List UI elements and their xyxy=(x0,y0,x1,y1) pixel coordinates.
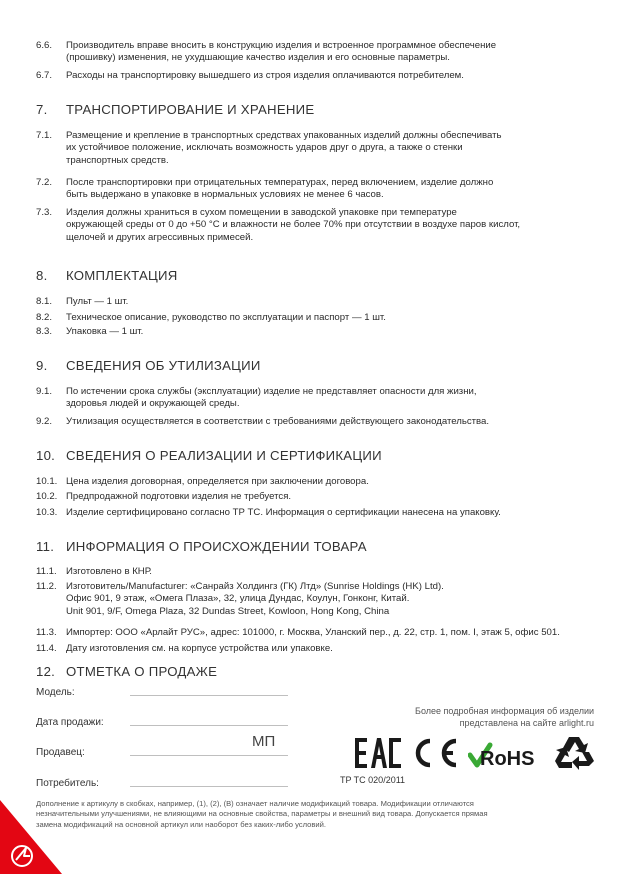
section-heading xyxy=(36,448,382,463)
item-number: 8.2. xyxy=(36,312,53,323)
list-item xyxy=(36,491,580,503)
list-item xyxy=(36,207,580,244)
item-number: 7.1. xyxy=(36,130,53,141)
footer-line: замена модификаций на основной артикул или наоборот без каких-либо условий. xyxy=(36,819,326,829)
item-text: Импортер: ООО «Арлайт РУС», адрес: 101000, г. Москва, Уланский пер., д. 22, стр. 1, пом. I, этаж 5, офис 501. xyxy=(66,627,560,638)
item-number: 6.6. xyxy=(36,40,53,51)
item-text: Расходы на транспортировку вышедшего из строя изделия оплачиваются потребителем. xyxy=(66,70,464,81)
item-text: Утилизация осуществляется в соответствии с требованиями действующего законодательства. xyxy=(66,416,490,427)
item-number: 8.1. xyxy=(36,296,53,307)
item-text: Техническое описание, руководство по эксплуатации и паспорт — 1 шт. xyxy=(66,312,386,323)
item-text: Изготовитель/Manufacturer: «Санрайз Холдингз (ГК) Лтд» (Sunrise Holdings (HK) Ltd). xyxy=(66,581,444,592)
list-item xyxy=(36,566,580,578)
more-info-note xyxy=(415,705,594,729)
list-item xyxy=(36,296,580,308)
item-text: Изготовлено в КНР. xyxy=(66,566,152,577)
item-number: 7.3. xyxy=(36,207,53,218)
item-number: 8.3. xyxy=(36,326,53,337)
info-line: Более подробная информация об изделии xyxy=(415,706,594,716)
section-heading xyxy=(36,539,367,554)
item-text: окружающей среды от 0 до +50 °C и влажности не более 70% при отсутствии в воздухе паров кислот, xyxy=(66,219,521,231)
section-heading xyxy=(36,268,178,283)
item-number: 9.1. xyxy=(36,386,53,397)
item-text: транспортных средств. xyxy=(66,154,169,166)
section-number: 11. xyxy=(36,539,55,554)
footer-line: незначительными улучшениями, не влияющими на основные свойства, параметры и внешний вид товара. Допускается прямая xyxy=(36,809,488,819)
section-number: 8. xyxy=(36,268,48,283)
item-text: здоровья людей и окружающей среды. xyxy=(66,398,240,410)
item-text: Дату изготовления см. на корпусе устройства или упаковке. xyxy=(66,643,333,654)
item-text: Unit 901, 9/F, Omega Plaza, 32 Dundas Street, Kowloon, Hong Kong, China xyxy=(66,605,390,617)
item-number: 6.7. xyxy=(36,70,53,81)
brand-corner xyxy=(0,800,62,879)
list-item xyxy=(36,70,580,82)
item-number: 10.3. xyxy=(36,507,58,518)
seller-field[interactable] xyxy=(130,755,288,756)
section-number: 10. xyxy=(36,448,56,463)
consumer-label: Потребитель: xyxy=(36,778,99,789)
consumer-field[interactable] xyxy=(130,786,288,787)
ce-icon xyxy=(410,737,460,774)
item-text: Цена изделия договорная, определяется при заключении договора. xyxy=(66,476,369,487)
info-line: представлена на сайте arlight.ru xyxy=(459,718,594,728)
item-text: Производитель вправе вносить в конструкцию изделия и встроенное программное обеспечение xyxy=(66,40,497,51)
item-text: Упаковка — 1 шт. xyxy=(66,326,144,337)
item-number: 10.2. xyxy=(36,491,58,502)
section-heading xyxy=(36,664,217,679)
rohs-icon xyxy=(468,741,544,774)
list-item xyxy=(36,476,580,488)
section-heading xyxy=(36,358,261,373)
seller-label: Продавец: xyxy=(36,747,85,758)
section-title: ИНФОРМАЦИЯ О ПРОИСХОЖДЕНИИ ТОВАРА xyxy=(66,539,367,554)
list-item xyxy=(36,312,580,324)
eac-icon xyxy=(355,738,401,773)
item-text: Офис 901, 9 этаж, «Омега Плаза», 32, улица Дундас, Коулун, Гонконг, Китай. xyxy=(66,593,410,605)
section-title: ОТМЕТКА О ПРОДАЖЕ xyxy=(66,664,218,679)
item-text: Размещение и крепление в транспортных средствах упакованных изделий должны обеспечивать xyxy=(66,130,502,141)
item-number: 11.3. xyxy=(36,627,57,638)
list-item xyxy=(36,130,580,167)
recycle-icon xyxy=(555,735,595,776)
section-title: СВЕДЕНИЯ ОБ УТИЛИЗАЦИИ xyxy=(66,358,261,373)
section-number: 9. xyxy=(36,358,48,373)
list-item xyxy=(36,507,580,519)
section-number: 7. xyxy=(36,102,48,117)
item-number: 9.2. xyxy=(36,416,53,427)
sale-date-field[interactable] xyxy=(130,725,288,726)
item-number: 7.2. xyxy=(36,177,53,188)
stamp-placeholder: МП xyxy=(252,733,276,750)
item-number: 11.4. xyxy=(36,643,57,654)
item-text: По истечении срока службы (эксплуатации) изделие не представляет опасности для жизни, xyxy=(66,386,477,397)
item-text: Изделия должны храниться в сухом помещении в заводской упаковке при температуре xyxy=(66,207,457,218)
list-item xyxy=(36,643,580,655)
list-item xyxy=(36,386,580,411)
item-text: Предпродажной подготовки изделия не требуется. xyxy=(66,491,292,502)
svg-text:RoHS: RoHS xyxy=(480,748,535,769)
item-number: 11.1. xyxy=(36,566,57,577)
list-item xyxy=(36,177,580,202)
item-text: Пульт — 1 шт. xyxy=(66,296,129,307)
footer-line: Дополнение к артикулу в скобках, например, (1), (2), (B) означает наличие модификаций товара. Модификации отличаются xyxy=(36,799,474,808)
item-number: 11.2. xyxy=(36,581,57,592)
model-field[interactable] xyxy=(130,695,288,696)
section-title: ТРАНСПОРТИРОВАНИЕ И ХРАНЕНИЕ xyxy=(66,102,315,117)
footer-note xyxy=(36,799,594,830)
item-text: Изделие сертифицировано согласно ТР ТС. Информация о сертификации нанесена на упаковку. xyxy=(66,507,501,518)
list-item xyxy=(36,627,580,639)
model-label: Модель: xyxy=(36,687,75,698)
eac-caption: TP TC 020/2011 xyxy=(340,775,406,785)
item-text: После транспортировки при отрицательных температурах, перед включением, изделие должно xyxy=(66,177,494,188)
sale-date-label: Дата продажи: xyxy=(36,717,104,728)
list-item xyxy=(36,40,580,65)
item-number: 10.1. xyxy=(36,476,58,487)
item-text: быть выдержано в упаковке в нормальных условиях не менее 6 часов. xyxy=(66,189,384,201)
item-text: их устойчивое положение, исключать возможность ударов друг о друга, а также о стенки xyxy=(66,142,463,154)
list-item xyxy=(36,581,580,618)
section-title: СВЕДЕНИЯ О РЕАЛИЗАЦИИ И СЕРТИФИКАЦИИ xyxy=(66,448,382,463)
section-title: КОМПЛЕКТАЦИЯ xyxy=(66,268,178,283)
item-text: (прошивку) изменения, не ухудшающие качество изделия и его основные параметры. xyxy=(66,52,450,64)
list-item xyxy=(36,326,580,338)
section-number: 12. xyxy=(36,664,56,679)
list-item xyxy=(36,416,580,428)
section-heading xyxy=(36,102,314,117)
item-text: щелочей и других агрессивных примесей. xyxy=(66,231,254,243)
